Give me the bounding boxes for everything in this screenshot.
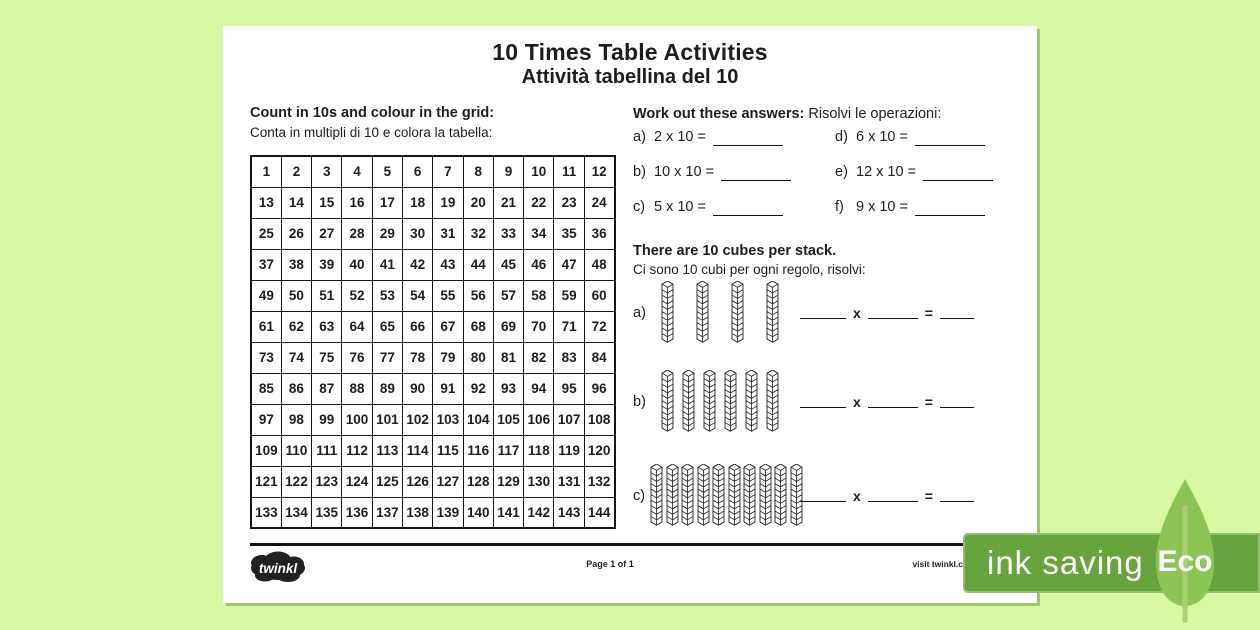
grid-cell[interactable]: 66 — [402, 311, 432, 342]
grid-cell[interactable]: 53 — [372, 280, 402, 311]
grid-cell[interactable]: 94 — [524, 373, 554, 404]
answers-heading-en: Work out these answers: — [633, 106, 805, 122]
grid-row — [251, 218, 615, 249]
grid-cell[interactable]: 50 — [281, 280, 311, 311]
grid-cell[interactable]: 119 — [554, 435, 584, 466]
grid-cell[interactable]: 137 — [372, 497, 402, 528]
factor-blank[interactable] — [868, 396, 918, 408]
grid-cell[interactable]: 5 — [372, 156, 402, 187]
grid-cell[interactable]: 85 — [251, 373, 281, 404]
page-title: 10 Times Table Activities — [492, 39, 768, 65]
grid-cell[interactable]: 77 — [372, 342, 402, 373]
cube-stack-icon — [660, 370, 675, 434]
grid-cell[interactable]: 122 — [281, 466, 311, 497]
grid-section-heading-en: Count in 10s and colour in the grid: — [250, 105, 495, 121]
product-blank[interactable] — [940, 490, 974, 502]
cube-stack-icon — [723, 370, 738, 434]
grid-cell[interactable]: 23 — [554, 187, 584, 218]
cube-activity-row — [633, 369, 1023, 435]
grid-row — [251, 466, 615, 497]
grid-cell[interactable]: 18 — [402, 187, 432, 218]
answer-blank[interactable] — [923, 164, 993, 181]
grid-cell[interactable]: 29 — [372, 218, 402, 249]
grid-cell[interactable]: 144 — [584, 497, 614, 528]
grid-cell[interactable]: 26 — [281, 218, 311, 249]
grid-cell[interactable]: 73 — [251, 342, 281, 373]
grid-cell[interactable]: 133 — [251, 497, 281, 528]
grid-cell[interactable]: 16 — [342, 187, 372, 218]
grid-cell[interactable]: 27 — [312, 218, 342, 249]
cube-stack-icon — [744, 370, 759, 434]
grid-cell[interactable]: 7 — [433, 156, 463, 187]
grid-cell[interactable]: 74 — [281, 342, 311, 373]
grid-cell[interactable]: 98 — [281, 404, 311, 435]
grid-cell[interactable]: 81 — [493, 342, 523, 373]
grid-cell[interactable]: 63 — [312, 311, 342, 342]
grid-cell[interactable]: 89 — [372, 373, 402, 404]
grid-cell[interactable]: 138 — [402, 497, 432, 528]
grid-cell[interactable]: 120 — [584, 435, 614, 466]
grid-cell[interactable]: 51 — [312, 280, 342, 311]
ink-saving-label: ink saving — [987, 544, 1144, 581]
grid-cell[interactable]: 43 — [433, 249, 463, 280]
grid-cell[interactable]: 39 — [312, 249, 342, 280]
grid-cell[interactable]: 30 — [402, 218, 432, 249]
grid-cell[interactable]: 78 — [402, 342, 432, 373]
cubes-section-heading-en: There are 10 cubes per stack. — [633, 243, 837, 259]
cube-stack-icon — [665, 464, 680, 528]
cube-stack-icon — [702, 370, 717, 434]
grid-cell[interactable]: 83 — [554, 342, 584, 373]
grid-cell[interactable]: 112 — [342, 435, 372, 466]
answer-blank[interactable] — [721, 164, 791, 181]
visit-link-text: visit twinkl.c — [912, 559, 963, 569]
grid-cell[interactable]: 69 — [493, 311, 523, 342]
grid-cell[interactable]: 82 — [524, 342, 554, 373]
grid-cell[interactable]: 143 — [554, 497, 584, 528]
grid-cell[interactable]: 128 — [463, 466, 493, 497]
problem-label: b) — [633, 164, 646, 180]
grid-cell[interactable]: 46 — [524, 249, 554, 280]
page-number-label: Page 1 of 1 — [586, 559, 634, 569]
grid-cell[interactable]: 107 — [554, 404, 584, 435]
grid-cell[interactable]: 58 — [524, 280, 554, 311]
eco-label: Eco — [1157, 545, 1213, 578]
grid-cell[interactable]: 96 — [584, 373, 614, 404]
grid-cell[interactable]: 110 — [281, 435, 311, 466]
equals-symbol: = — [924, 488, 933, 504]
grid-cell[interactable]: 115 — [433, 435, 463, 466]
grid-cell[interactable]: 38 — [281, 249, 311, 280]
grid-cell[interactable]: 14 — [281, 187, 311, 218]
problem-item — [633, 129, 835, 164]
grid-cell[interactable]: 57 — [493, 280, 523, 311]
problem-expression: 10 x 10 = — [654, 164, 715, 180]
grid-row — [251, 404, 615, 435]
grid-row — [251, 435, 615, 466]
equals-symbol: = — [924, 305, 933, 321]
grid-cell[interactable]: 104 — [463, 404, 493, 435]
grid-cell[interactable]: 139 — [433, 497, 463, 528]
grid-cell[interactable]: 140 — [463, 497, 493, 528]
cube-stack-icon — [711, 464, 726, 528]
cube-equation — [800, 488, 974, 504]
grid-cell[interactable]: 126 — [402, 466, 432, 497]
grid-cell[interactable]: 124 — [342, 466, 372, 497]
grid-cell[interactable]: 36 — [584, 218, 614, 249]
grid-cell[interactable]: 54 — [402, 280, 432, 311]
cube-stack-icon — [758, 464, 773, 528]
grid-cell[interactable]: 34 — [524, 218, 554, 249]
grid-cell[interactable]: 10 — [524, 156, 554, 187]
answers-heading-it: Risolvi le operazioni: — [808, 106, 942, 122]
grid-cell[interactable]: 84 — [584, 342, 614, 373]
grid-cell[interactable]: 99 — [312, 404, 342, 435]
grid-cell[interactable]: 86 — [281, 373, 311, 404]
cube-stack-icon — [649, 464, 664, 528]
footer-divider — [250, 543, 1010, 546]
grid-cell[interactable]: 87 — [312, 373, 342, 404]
grid-row — [251, 187, 615, 218]
grid-cell[interactable]: 65 — [372, 311, 402, 342]
problem-expression: 9 x 10 = — [856, 199, 908, 215]
problem-label: d) — [835, 129, 848, 145]
grid-cell[interactable]: 22 — [524, 187, 554, 218]
product-blank[interactable] — [940, 307, 974, 319]
problem-label: a) — [633, 129, 646, 145]
grid-cell[interactable]: 48 — [584, 249, 614, 280]
grid-cell[interactable]: 113 — [372, 435, 402, 466]
grid-cell[interactable]: 91 — [433, 373, 463, 404]
grid-cell[interactable]: 103 — [433, 404, 463, 435]
grid-row — [251, 342, 615, 373]
problem-expression: 12 x 10 = — [856, 164, 917, 180]
grid-cell[interactable]: 117 — [493, 435, 523, 466]
grid-cell[interactable]: 132 — [584, 466, 614, 497]
grid-cell[interactable]: 70 — [524, 311, 554, 342]
problem-label: e) — [835, 164, 848, 180]
cube-stacks-group — [660, 281, 780, 345]
grid-cell[interactable]: 72 — [584, 311, 614, 342]
grid-cell[interactable]: 116 — [463, 435, 493, 466]
grid-cell[interactable]: 75 — [312, 342, 342, 373]
grid-cell[interactable]: 114 — [402, 435, 432, 466]
grid-cell[interactable]: 109 — [251, 435, 281, 466]
problem-item — [835, 164, 1010, 199]
grid-cell[interactable]: 25 — [251, 218, 281, 249]
grid-cell[interactable]: 40 — [342, 249, 372, 280]
grid-cell[interactable]: 108 — [584, 404, 614, 435]
page-subtitle: Attività tabellina del 10 — [521, 66, 739, 88]
grid-cell[interactable]: 2 — [281, 156, 311, 187]
grid-cell[interactable]: 67 — [433, 311, 463, 342]
equals-symbol: = — [924, 394, 933, 410]
cube-stack-icon — [680, 464, 695, 528]
answers-section-heading — [633, 106, 941, 122]
times-symbol: x — [853, 394, 861, 410]
problem-item — [835, 129, 1010, 164]
grid-cell[interactable]: 125 — [372, 466, 402, 497]
grid-cell[interactable]: 92 — [463, 373, 493, 404]
grid-cell[interactable]: 121 — [251, 466, 281, 497]
grid-cell[interactable]: 123 — [312, 466, 342, 497]
answer-blank[interactable] — [713, 199, 783, 216]
cube-row-label: b) — [633, 394, 646, 410]
grid-cell[interactable]: 100 — [342, 404, 372, 435]
grid-cell[interactable]: 102 — [402, 404, 432, 435]
grid-cell[interactable]: 8 — [463, 156, 493, 187]
grid-cell[interactable]: 90 — [402, 373, 432, 404]
cube-stack-icon — [742, 464, 757, 528]
cube-row-label: c) — [633, 488, 646, 504]
grid-cell[interactable]: 56 — [463, 280, 493, 311]
grid-cell[interactable]: 127 — [433, 466, 463, 497]
grid-cell[interactable]: 141 — [493, 497, 523, 528]
cube-stack-icon — [660, 281, 675, 345]
grid-cell[interactable]: 3 — [312, 156, 342, 187]
grid-cell[interactable]: 62 — [281, 311, 311, 342]
grid-cell[interactable]: 13 — [251, 187, 281, 218]
problems-grid — [633, 129, 1010, 234]
grid-cell[interactable]: 105 — [493, 404, 523, 435]
grid-row — [251, 280, 615, 311]
grid-row — [251, 373, 615, 404]
grid-cell[interactable]: 134 — [281, 497, 311, 528]
grid-cell[interactable]: 88 — [342, 373, 372, 404]
grid-cell[interactable]: 45 — [493, 249, 523, 280]
answer-blank[interactable] — [713, 129, 783, 146]
cube-stack-icon — [773, 464, 788, 528]
grid-cell[interactable]: 37 — [251, 249, 281, 280]
grid-cell[interactable]: 9 — [493, 156, 523, 187]
grid-cell[interactable]: 33 — [493, 218, 523, 249]
grid-cell[interactable]: 106 — [524, 404, 554, 435]
answer-blank[interactable] — [915, 199, 985, 216]
grid-cell[interactable]: 68 — [463, 311, 493, 342]
number-grid-body — [251, 156, 615, 528]
cube-stack-icon — [765, 281, 780, 345]
cube-equation — [800, 394, 974, 410]
grid-section-heading-it: Conta in multipli di 10 e colora la tabella: — [250, 125, 493, 140]
factor-blank[interactable] — [868, 307, 918, 319]
grid-cell[interactable]: 64 — [342, 311, 372, 342]
grid-cell[interactable]: 41 — [372, 249, 402, 280]
grid-cell[interactable]: 31 — [433, 218, 463, 249]
grid-cell[interactable]: 20 — [463, 187, 493, 218]
grid-cell[interactable]: 32 — [463, 218, 493, 249]
grid-cell[interactable]: 1 — [251, 156, 281, 187]
problem-item — [835, 199, 1010, 234]
grid-row — [251, 156, 615, 187]
problem-expression: 5 x 10 = — [654, 199, 706, 215]
grid-cell[interactable]: 11 — [554, 156, 584, 187]
grid-cell[interactable]: 135 — [312, 497, 342, 528]
grid-row — [251, 311, 615, 342]
grid-cell[interactable]: 131 — [554, 466, 584, 497]
grid-cell[interactable]: 130 — [524, 466, 554, 497]
cube-row-label: a) — [633, 305, 646, 321]
grid-cell[interactable]: 59 — [554, 280, 584, 311]
cube-stack-icon — [681, 370, 696, 434]
grid-cell[interactable]: 71 — [554, 311, 584, 342]
worksheet-page — [223, 26, 1037, 603]
grid-cell[interactable]: 80 — [463, 342, 493, 373]
times-symbol: x — [853, 488, 861, 504]
grid-cell[interactable]: 49 — [251, 280, 281, 311]
cube-stack-icon — [727, 464, 742, 528]
grid-cell[interactable]: 55 — [433, 280, 463, 311]
grid-cell[interactable]: 111 — [312, 435, 342, 466]
grid-cell[interactable]: 15 — [312, 187, 342, 218]
cube-stack-icon — [730, 281, 745, 345]
cube-equation — [800, 305, 974, 321]
grid-cell[interactable]: 6 — [402, 156, 432, 187]
product-blank[interactable] — [940, 396, 974, 408]
cubes-section-heading-it: Ci sono 10 cubi per ogni regolo, risolvi: — [633, 262, 866, 277]
grid-cell[interactable]: 129 — [493, 466, 523, 497]
problem-expression: 2 x 10 = — [654, 129, 706, 145]
problem-label: f) — [835, 199, 844, 215]
cube-stacks-group — [660, 370, 780, 434]
grid-cell[interactable]: 142 — [524, 497, 554, 528]
problem-expression: 6 x 10 = — [856, 129, 908, 145]
grid-cell[interactable]: 4 — [342, 156, 372, 187]
times-symbol: x — [853, 305, 861, 321]
grid-cell[interactable]: 42 — [402, 249, 432, 280]
grid-row — [251, 497, 615, 528]
grid-cell[interactable]: 136 — [342, 497, 372, 528]
problem-item — [633, 164, 835, 199]
grid-cell[interactable]: 52 — [342, 280, 372, 311]
cube-stack-icon — [765, 370, 780, 434]
twinkl-logo-text: twinkl — [258, 561, 298, 576]
factor-blank[interactable] — [800, 490, 846, 502]
grid-cell[interactable]: 19 — [433, 187, 463, 218]
number-grid — [250, 155, 616, 529]
grid-cell[interactable]: 35 — [554, 218, 584, 249]
grid-cell[interactable]: 79 — [433, 342, 463, 373]
grid-cell[interactable]: 12 — [584, 156, 614, 187]
grid-cell[interactable]: 61 — [251, 311, 281, 342]
problem-label: c) — [633, 199, 646, 215]
cube-stack-icon — [696, 464, 711, 528]
grid-cell[interactable]: 93 — [493, 373, 523, 404]
factor-blank[interactable] — [800, 307, 846, 319]
grid-cell[interactable]: 17 — [372, 187, 402, 218]
grid-cell[interactable]: 101 — [372, 404, 402, 435]
grid-cell[interactable]: 21 — [493, 187, 523, 218]
grid-cell[interactable]: 97 — [251, 404, 281, 435]
grid-cell[interactable]: 95 — [554, 373, 584, 404]
cube-stacks-group — [649, 464, 804, 528]
problem-item — [633, 199, 835, 234]
grid-cell[interactable]: 44 — [463, 249, 493, 280]
cube-activity-row — [633, 280, 1023, 346]
factor-blank[interactable] — [868, 490, 918, 502]
grid-cell[interactable]: 60 — [584, 280, 614, 311]
answer-blank[interactable] — [915, 129, 985, 146]
grid-cell[interactable]: 24 — [584, 187, 614, 218]
cube-activity-row — [633, 463, 1023, 529]
factor-blank[interactable] — [800, 396, 846, 408]
grid-cell[interactable]: 47 — [554, 249, 584, 280]
grid-cell[interactable]: 28 — [342, 218, 372, 249]
cube-stack-icon — [695, 281, 710, 345]
grid-cell[interactable]: 118 — [524, 435, 554, 466]
grid-cell[interactable]: 76 — [342, 342, 372, 373]
grid-row — [251, 249, 615, 280]
